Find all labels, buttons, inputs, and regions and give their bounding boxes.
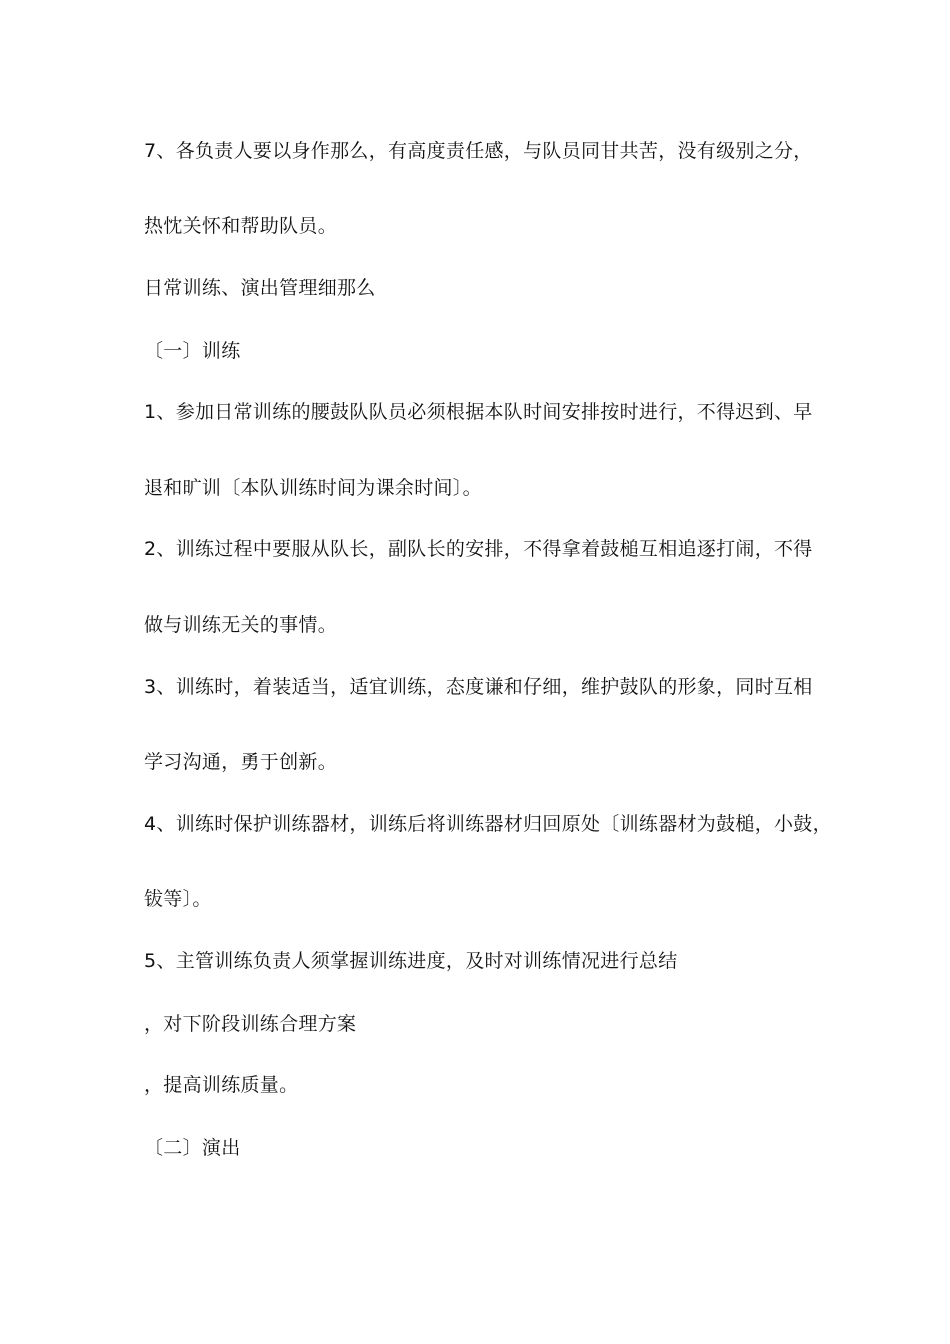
subsection-heading-performance: 〔二〕演出	[144, 1137, 241, 1159]
subsection-heading-training: 〔一〕训练	[144, 340, 241, 362]
item-5-line-1: 5、主管训练负责人须掌握训练进度，及时对训练情况进行总结	[144, 950, 678, 972]
item-2-line-1: 2、训练过程中要服从队长，副队长的安排，不得拿着鼓槌互相追逐打闹，不得	[144, 538, 813, 560]
item-1-line-1: 1、参加日常训练的腰鼓队队员必须根据本队时间安排按时进行，不得迟到、早	[144, 401, 813, 423]
paragraph-7-line-1: 7、各负责人要以身作那么，有高度责任感，与队员同甘共苦，没有级别之分，	[144, 140, 813, 162]
item-3-line-1: 3、训练时，着装适当，适宜训练，态度谦和仔细，维护鼓队的形象，同时互相	[144, 676, 813, 698]
item-4-line-1: 4、训练时保护训练器材，训练后将训练器材归回原处〔训练器材为鼓槌，小鼓，	[144, 813, 832, 835]
item-5-line-3: ，提高训练质量。	[144, 1074, 299, 1096]
paragraph-7-line-2: 热忱关怀和帮助队员。	[144, 215, 338, 237]
item-5-line-2: ，对下阶段训练合理方案	[144, 1013, 357, 1035]
section-heading: 日常训练、演出管理细那么	[144, 277, 376, 299]
item-1-line-2: 退和旷训〔本队训练时间为课余时间〕。	[144, 477, 482, 499]
item-3-line-2: 学习沟通，勇于创新。	[144, 751, 338, 773]
item-4-line-2: 钹等〕。	[144, 888, 212, 910]
item-2-line-2: 做与训练无关的事情。	[144, 614, 338, 636]
